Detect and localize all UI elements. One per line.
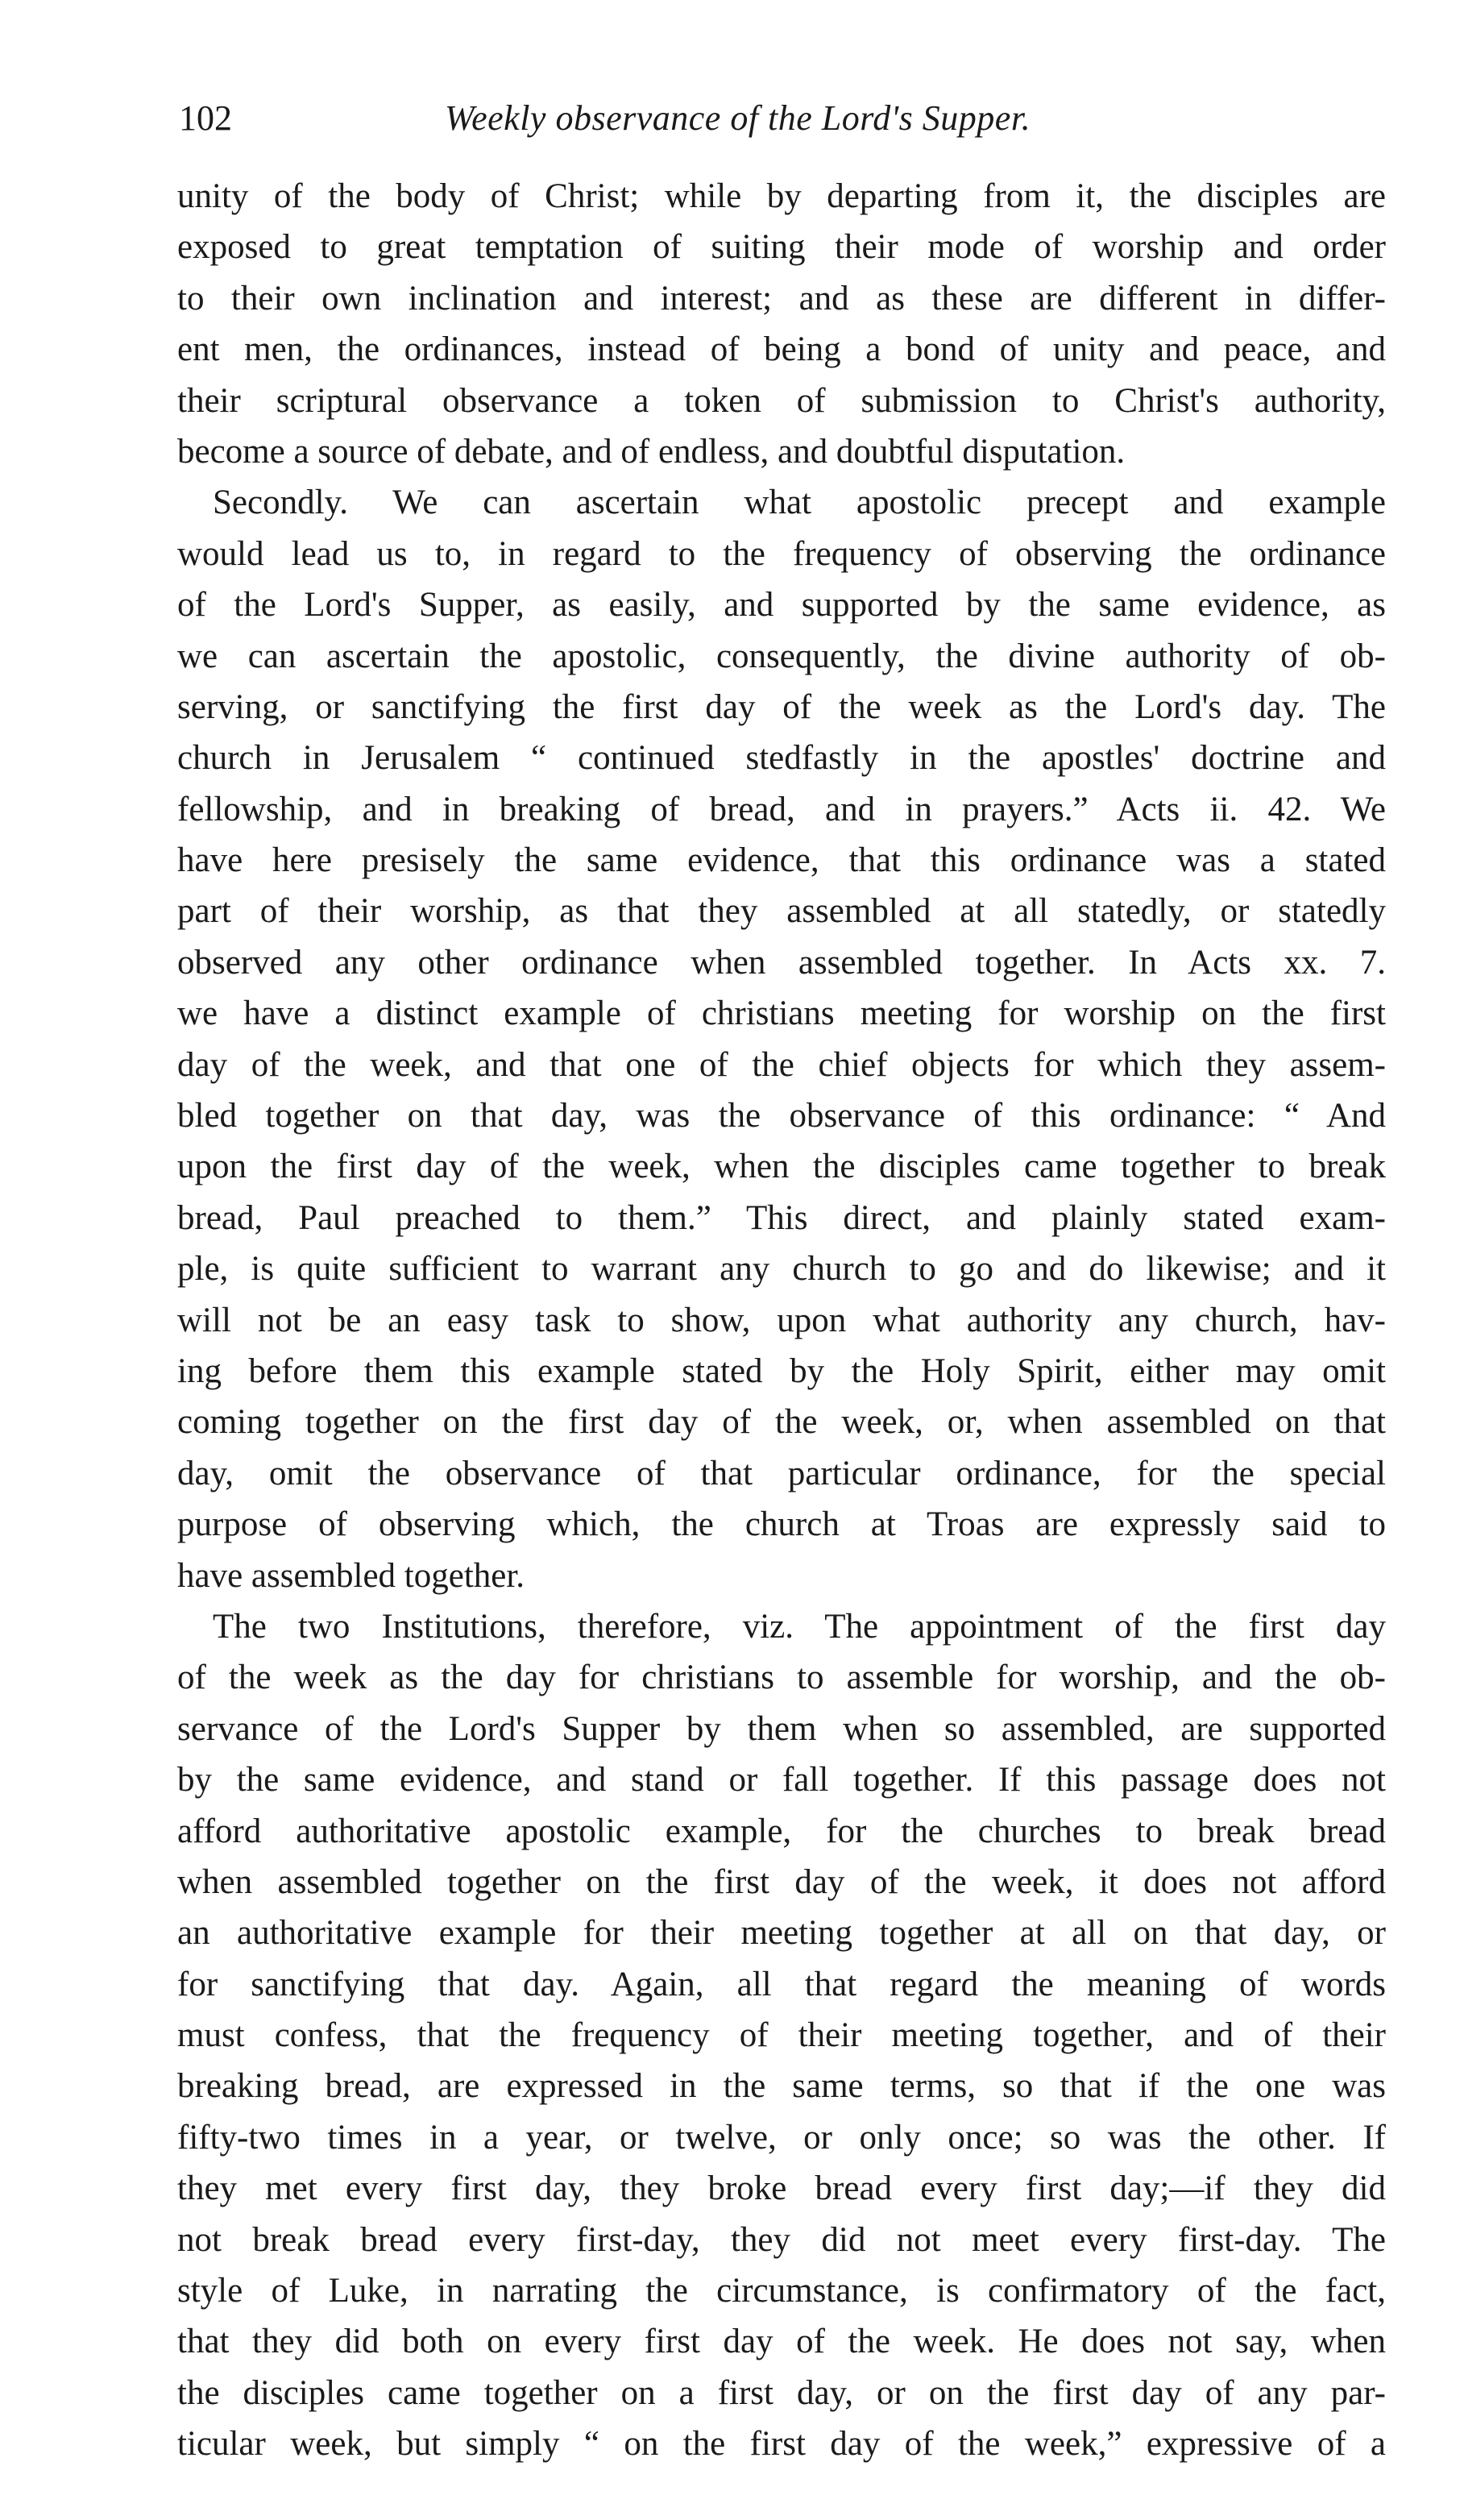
text-line: ent men, the ordinances, instead of being a bond of unity and peace, and <box>177 330 1386 369</box>
text-line: of the week as the day for christians to assemble for worship, and the ob- <box>177 1659 1386 1697</box>
text-line: that they did both on every first day of the week. He does not say, when <box>177 2323 1386 2361</box>
text-line: they met every first day, they broke bread every first day;—if they did <box>177 2169 1386 2208</box>
text-line: we have a distinct example of christians meeting for worship on the first <box>177 994 1386 1033</box>
text-line: purpose of observing which, the church at Troas are expressly said to <box>177 1505 1386 1544</box>
text-line: day of the week, and that one of the chief objects for which they assem- <box>177 1045 1386 1084</box>
text-line: breaking bread, are expressed in the same terms, so that if the one was <box>177 2067 1386 2106</box>
text-line: part of their worship, as that they assembled at all statedly, or statedly <box>177 892 1386 931</box>
text-line: fellowship, and in breaking of bread, and in prayers.” Acts ii. 42. We <box>177 790 1386 828</box>
text-line: have assembled together. <box>177 1556 525 1595</box>
text-line: for sanctifying that day. Again, all that regard the meaning of words <box>177 1965 1386 2003</box>
text-line: bread, Paul preached to them.” This direct, and plainly stated exam- <box>177 1198 1386 1237</box>
text-line: the disciples came together on a first day, or on the first day of any par- <box>177 2373 1386 2412</box>
text-line: by the same evidence, and stand or fall together. If this passage does not <box>177 1761 1386 1800</box>
text-line: we can ascertain the apostolic, consequently, the divine authority of ob- <box>177 637 1386 675</box>
text-line: exposed to great temptation of suiting their mode of worship and order <box>177 228 1386 267</box>
text-line: ticular week, but simply “ on the first day of the week,” expressive of a <box>177 2425 1386 2464</box>
running-title: Weekly observance of the Lord's Supper. <box>445 98 1031 138</box>
text-line: ing before them this example stated by the Holy Spirit, either may omit <box>177 1351 1386 1390</box>
body-text <box>177 171 1386 2470</box>
text-line: observed any other ordinance when assembled together. In Acts xx. 7. <box>177 943 1386 982</box>
text-line: unity of the body of Christ; while by departing from it, the disciples are <box>177 177 1386 215</box>
text-line: day, omit the observance of that particular ordinance, for the special <box>177 1454 1386 1492</box>
text-line: ple, is quite sufficient to warrant any church to go and do likewise; and it <box>177 1250 1386 1289</box>
page-header <box>179 90 1386 147</box>
text-line: not break bread every first-day, they did not meet every first-day. The <box>177 2220 1386 2259</box>
text-line: upon the first day of the week, when the disciples came together to break <box>177 1148 1386 1186</box>
text-line: bled together on that day, was the observance of this ordinance: “ And <box>177 1097 1386 1135</box>
text-line: will not be an easy task to show, upon what authority any church, hav- <box>177 1301 1386 1339</box>
text-line: become a source of debate, and of endless, and doubtful disputation. <box>177 432 1126 471</box>
text-line: church in Jerusalem “ continued stedfastly in the apostles' doctrine and <box>177 739 1386 778</box>
text-line: The two Institutions, therefore, viz. The appointment of the first day <box>213 1607 1386 1646</box>
text-line: servance of the Lord's Supper by them when so assembled, are supported <box>177 1709 1386 1748</box>
text-line: their scriptural observance a token of submission to Christ's authority, <box>177 381 1386 420</box>
text-line: an authoritative example for their meeting together at all on that day, or <box>177 1914 1386 1953</box>
text-line: when assembled together on the first day of the week, it does not afford <box>177 1862 1386 1901</box>
text-line: coming together on the first day of the week, or, when assembled on that <box>177 1403 1386 1442</box>
text-line: have here presisely the same evidence, that this ordinance was a stated <box>177 841 1386 880</box>
text-line: serving, or sanctifying the first day of the week as the Lord's day. The <box>177 687 1386 726</box>
text-line: would lead us to, in regard to the frequency of observing the ordinance <box>177 534 1386 573</box>
text-line: style of Luke, in narrating the circumstance, is confirmatory of the fact, <box>177 2272 1386 2310</box>
text-line: fifty-two times in a year, or twelve, or only once; so was the other. If <box>177 2118 1386 2157</box>
text-line: to their own inclination and interest; and as these are different in differ- <box>177 279 1386 318</box>
page-number: 102 <box>179 98 232 138</box>
text-line: Secondly. We can ascertain what apostolic precept and example <box>213 484 1386 522</box>
text-line: must confess, that the frequency of their meeting together, and of their <box>177 2016 1386 2055</box>
text-line: afford authoritative apostolic example, for the churches to break bread <box>177 1812 1386 1850</box>
text-line: of the Lord's Supper, as easily, and supported by the same evidence, as <box>177 586 1386 625</box>
